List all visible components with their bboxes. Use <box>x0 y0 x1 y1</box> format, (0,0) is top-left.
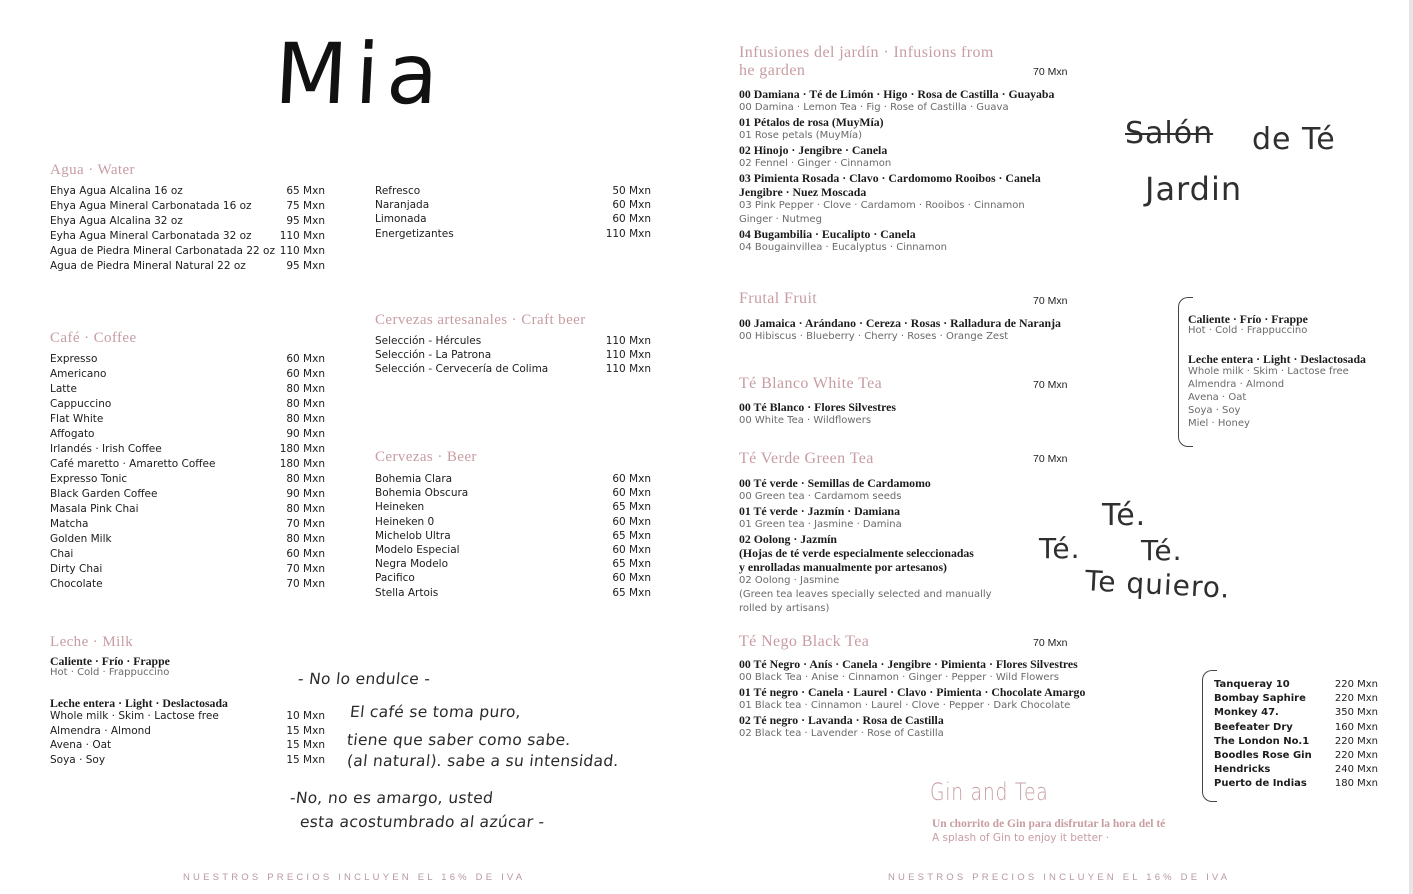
tea-item: 00 Té Negro · Anís · Canela · Jengibre · Pimienta · Flores Silvestres <box>739 657 1078 671</box>
item-price: 15 Mxn <box>286 724 325 737</box>
item-price: 80 Mxn <box>286 503 325 515</box>
item-name: Soya · Soy <box>50 753 106 766</box>
menu-item <box>50 442 325 457</box>
item-price: 60 Mxn <box>612 487 651 500</box>
item-name: Agua de Piedra Mineral Natural 22 oz <box>50 260 246 272</box>
item-price: 110 Mxn <box>605 227 651 240</box>
item-price: 70 Mxn <box>286 578 325 590</box>
item-price: 65 Mxn <box>612 501 651 514</box>
item-name: Whole milk · Skim · Lactose free <box>50 710 219 722</box>
tea-item: 00 Té Blanco · Flores Silvestres <box>739 400 896 414</box>
leche-types-title: Leche entera · Light · Deslactosada <box>50 696 228 710</box>
item-name: Agua de Piedra Mineral Carbonatada 22 oz <box>50 245 275 257</box>
menu-item <box>50 562 325 577</box>
item-name: Almendra · Almond <box>50 724 151 737</box>
agua-list <box>50 184 325 274</box>
menu-item <box>375 529 651 543</box>
menu-item <box>375 515 651 529</box>
te-quiero-c: Té. <box>1039 532 1081 565</box>
salon-jardin: Jardin <box>1145 170 1243 208</box>
milk-type: Soya · Soy <box>1188 405 1241 416</box>
item-price: 90 Mxn <box>286 488 325 500</box>
item-price: 220 Mxn <box>1334 679 1378 690</box>
item-price: 240 Mxn <box>1334 764 1378 776</box>
tea-item: 01 Pétalos de rosa (MuyMía) <box>739 115 884 129</box>
infusiones-title-line1: Infusiones del jardín · Infusions from <box>739 44 994 61</box>
item-name: Selección - Cervecería de Colima <box>375 363 549 376</box>
item-price: 80 Mxn <box>286 533 325 545</box>
tea-item-translation: 01 Black tea · Cinnamon · Laurel · Clove · Pepper · Dark Chocolate <box>739 700 1071 711</box>
menu-item <box>50 214 325 229</box>
item-price: 110 Mxn <box>279 230 325 242</box>
item-name: Selección - La Patrona <box>375 349 492 362</box>
menu-item <box>50 577 325 592</box>
item-name: Beefeater Dry <box>1214 721 1293 733</box>
item-price: 70 Mxn <box>286 518 325 530</box>
hand-note-2: El café se toma puro, <box>349 703 522 721</box>
item-price: 75 Mxn <box>286 200 325 212</box>
item-price: 50 Mxn <box>612 185 651 197</box>
item-name: Bombay Saphire <box>1214 693 1306 705</box>
hand-note-4: (al natural). sabe a su intensidad. <box>346 752 620 770</box>
tea-item: (Hojas de té verde especialmente seleccionadas <box>739 546 974 560</box>
page-edge <box>1409 0 1413 894</box>
menu-item <box>1214 735 1378 749</box>
menu-item <box>1214 721 1378 735</box>
menu-item <box>375 184 651 198</box>
item-name: Flat White <box>50 413 104 425</box>
salon-struck: Salón <box>1125 116 1214 151</box>
item-price: 220 Mxn <box>1334 693 1378 705</box>
tea-item-translation: 00 Damina · Lemon Tea · Fig · Rose of Castilla · Guava <box>739 102 1009 113</box>
menu-item <box>50 382 325 397</box>
item-name: Refresco <box>375 185 421 197</box>
menu-item <box>50 517 325 532</box>
refresco-list <box>375 184 651 241</box>
negro-title: Té Nego Black Tea <box>739 633 870 650</box>
item-price: 80 Mxn <box>286 383 325 395</box>
leche-temp-sub: Hot · Cold · Frappuccino <box>50 667 170 678</box>
item-price: 110 Mxn <box>605 335 651 347</box>
item-price: 65 Mxn <box>286 185 325 197</box>
menu-item <box>1214 706 1378 720</box>
item-name: Ehya Agua Alcalina 32 oz <box>50 215 183 227</box>
menu-item <box>50 532 325 547</box>
hand-note-3: tiene que saber como sabe. <box>346 731 572 749</box>
menu-item <box>375 571 651 585</box>
infusiones-list <box>739 87 1054 255</box>
verde-price: 70 Mxn <box>1033 453 1068 465</box>
tea-item-translation: 00 White Tea · Wildflowers <box>739 415 872 426</box>
item-name: Bohemia Obscura <box>375 487 469 500</box>
item-name: Limonada <box>375 213 427 226</box>
item-name: Café maretto · Amaretto Coffee <box>50 458 216 470</box>
tea-item-translation: 00 Black Tea · Anise · Cinnamon · Ginger · Pepper · Wild Flowers <box>739 672 1059 683</box>
item-name: Selección - Hércules <box>375 335 482 347</box>
cafe-list <box>50 352 325 592</box>
item-name: Boodles Rose Gin <box>1214 750 1312 762</box>
tea-item: 00 Damiana · Té de Limón · Higo · Rosa de Castilla · Guayaba <box>739 87 1055 101</box>
milk-type: Miel · Honey <box>1188 418 1250 429</box>
menu-item <box>50 753 325 768</box>
tea-item: 00 Té verde · Semillas de Cardamomo <box>739 476 931 490</box>
tea-item-translation: 00 Hibiscus · Blueberry · Cherry · Roses · Orange Zest <box>739 331 1009 342</box>
item-name: Expresso <box>50 353 98 365</box>
item-name: Masala Pink Chai <box>50 503 139 515</box>
tea-item: 00 Jamaica · Arándano · Cereza · Rosas · Ralladura de Naranja <box>739 316 1061 330</box>
item-name: Negra Modelo <box>375 558 449 571</box>
menu-item <box>375 472 651 486</box>
tea-item-translation: rolled by artisans) <box>739 603 830 614</box>
item-price: 60 Mxn <box>612 544 651 557</box>
leche-temp-title: Caliente · Frío · Frappe <box>50 654 170 668</box>
item-name: Latte <box>50 383 77 395</box>
item-price: 10 Mxn <box>286 710 325 722</box>
item-name: Cappuccino <box>50 398 112 410</box>
item-price: 80 Mxn <box>286 398 325 410</box>
menu-item <box>50 352 325 367</box>
blanco-list <box>739 400 896 428</box>
agua-title: Agua · Water <box>50 162 135 178</box>
tea-item-translation: 02 Black tea · Lavender · Rose of Castilla <box>739 728 944 739</box>
blanco-title: Té Blanco White Tea <box>739 375 883 392</box>
menu-item <box>1214 777 1378 791</box>
menu-item <box>50 229 325 244</box>
item-price: 350 Mxn <box>1334 707 1378 719</box>
menu-item <box>50 367 325 382</box>
item-name: Irlandés · Irish Coffee <box>50 443 162 455</box>
item-price: 60 Mxn <box>286 368 325 380</box>
item-name: Expresso Tonic <box>50 473 128 485</box>
item-price: 60 Mxn <box>612 199 651 212</box>
menu-item <box>375 543 651 557</box>
menu-item <box>375 198 651 212</box>
beer-title: Cervezas · Beer <box>375 449 477 465</box>
beer-list <box>375 472 651 600</box>
item-price: 180 Mxn <box>279 443 325 455</box>
menu-item <box>50 244 325 259</box>
menu-item <box>375 486 651 500</box>
item-price: 220 Mxn <box>1334 735 1378 747</box>
item-price: 160 Mxn <box>1334 721 1378 733</box>
menu-item <box>50 472 325 487</box>
gin-title: Gin and Tea <box>930 778 1049 806</box>
item-price: 65 Mxn <box>612 529 651 542</box>
tea-item: 02 Hinojo · Jengibre · Canela <box>739 143 888 157</box>
item-name: Ehya Agua Mineral Carbonatada 16 oz <box>50 200 252 212</box>
milkbox-types-title: Leche entera · Light · Deslactosada <box>1188 352 1366 366</box>
item-price: 180 Mxn <box>1334 778 1378 790</box>
tea-item-translation: 02 Oolong · Jasmine <box>739 575 840 586</box>
item-name: Golden Milk <box>50 533 112 545</box>
item-price: 70 Mxn <box>286 563 325 575</box>
gin-list <box>1214 678 1378 792</box>
item-price: 110 Mxn <box>605 349 651 362</box>
item-name: Eyha Agua Mineral Carbonatada 32 oz <box>50 230 252 242</box>
negro-list <box>739 657 1085 741</box>
item-price: 95 Mxn <box>286 260 325 272</box>
hand-note-1: - No lo endulce - <box>297 670 432 688</box>
tea-item: 02 Oolong · Jazmín <box>739 532 837 546</box>
menu-item <box>50 738 325 753</box>
item-price: 110 Mxn <box>605 363 651 376</box>
tea-item: 01 Té verde · Jazmín · Damiana <box>739 504 900 518</box>
menu-item <box>50 709 325 724</box>
item-price: 60 Mxn <box>612 572 651 585</box>
item-price: 65 Mxn <box>612 558 651 571</box>
menu-item <box>1214 763 1378 777</box>
item-name: Black Garden Coffee <box>50 488 158 500</box>
leche-list <box>50 709 325 767</box>
blanco-price: 70 Mxn <box>1033 379 1068 391</box>
milk-type: Almendra · Almond <box>1188 379 1285 390</box>
frutal-price: 70 Mxn <box>1033 295 1068 307</box>
item-name: Energetizantes <box>375 227 454 240</box>
craft-list <box>375 334 651 377</box>
milkbox-temp-sub: Hot · Cold · Frappuccino <box>1188 325 1308 336</box>
tea-item-translation: 00 Green tea · Cardamom seeds <box>739 491 902 502</box>
menu-item <box>375 557 651 571</box>
menu-item <box>50 457 325 472</box>
item-name: Stella Artois <box>375 586 439 599</box>
milkbox-temp-title: Caliente · Frío · Frappe <box>1188 312 1308 326</box>
tea-item-translation: 01 Green tea · Jasmine · Damina <box>739 519 902 530</box>
menu-item <box>50 502 325 517</box>
menu-item <box>50 724 325 739</box>
menu-item <box>375 362 651 376</box>
te-quiero-a: Té. <box>1102 498 1147 533</box>
item-name: Modelo Especial <box>375 544 460 557</box>
milk-type: Whole milk · Skim · Lactose free <box>1188 366 1349 377</box>
item-price: 60 Mxn <box>612 213 651 226</box>
milkbox-types <box>1188 365 1349 430</box>
item-name: Monkey 47. <box>1214 707 1279 719</box>
item-price: 60 Mxn <box>612 473 651 485</box>
tea-item-translation: (Green tea leaves specially selected and manually <box>739 589 992 600</box>
gin-line1: Un chorrito de Gin para disfrutar la hora del té <box>932 818 1166 830</box>
item-price: 95 Mxn <box>286 215 325 227</box>
item-price: 80 Mxn <box>286 413 325 425</box>
tea-item: 01 Té negro · Canela · Laurel · Clavo · Pimienta · Chocolate Amargo <box>739 685 1086 699</box>
item-name: Hendricks <box>1214 764 1271 776</box>
tea-item-translation: 04 Bougainvillea · Eucalyptus · Cinnamon <box>739 242 947 253</box>
menu-item <box>50 547 325 562</box>
item-name: Michelob Ultra <box>375 529 451 542</box>
item-name: Puerto de Indias <box>1214 778 1307 790</box>
menu-item <box>50 397 325 412</box>
item-name: Avena · Oat <box>50 739 112 751</box>
item-price: 15 Mxn <box>286 753 325 766</box>
te-quiero-b: Té. <box>1141 534 1183 567</box>
item-price: 220 Mxn <box>1334 750 1378 762</box>
infusiones-price: 70 Mxn <box>1033 66 1068 78</box>
menu-item <box>1214 678 1378 692</box>
infusiones-title-line2: he garden <box>739 62 806 79</box>
verde-title: Té Verde Green Tea <box>739 450 874 467</box>
logo: Mia <box>272 25 449 123</box>
gin-line2: A splash of Gin to enjoy it better · <box>932 832 1110 844</box>
item-name: Naranjada <box>375 199 430 212</box>
verde-list <box>739 476 992 616</box>
item-price: 180 Mxn <box>279 458 325 470</box>
item-name: Americano <box>50 368 107 380</box>
tea-item: Jengibre · Nuez Moscada <box>739 185 867 199</box>
menu-item <box>375 500 651 514</box>
leche-title: Leche · Milk <box>50 634 134 650</box>
tea-item: y enrolladas manualmente por artesanos) <box>739 560 947 574</box>
item-price: 15 Mxn <box>286 739 325 751</box>
menu-item <box>1214 749 1378 763</box>
tea-item: 02 Té negro · Lavanda · Rosa de Castilla <box>739 713 944 727</box>
tea-item-translation: 02 Fennel · Ginger · Cinnamon <box>739 158 892 169</box>
item-name: Matcha <box>50 518 89 530</box>
footer-right: NUESTROS PRECIOS INCLUYEN EL 16% DE IVA <box>888 872 1231 883</box>
item-name: Chai <box>50 548 74 560</box>
item-price: 90 Mxn <box>286 428 325 440</box>
item-price: 65 Mxn <box>612 586 651 599</box>
hand-note-6: esta acostumbrado al azúcar - <box>299 813 546 831</box>
menu-item <box>375 227 651 241</box>
item-price: 60 Mxn <box>286 353 325 365</box>
salon-de-te: de Té <box>1252 122 1336 157</box>
menu-item <box>50 199 325 214</box>
menu-item <box>375 348 651 362</box>
menu-item <box>50 184 325 199</box>
milk-type: Avena · Oat <box>1188 392 1247 403</box>
tea-item-translation: 01 Rose petals (MuyMía) <box>739 130 862 141</box>
item-name: Tanqueray 10 <box>1214 679 1290 690</box>
item-name: Chocolate <box>50 578 103 590</box>
item-name: Heineken <box>375 501 425 514</box>
menu-item <box>50 487 325 502</box>
item-name: Heineken 0 <box>375 515 435 528</box>
menu-item <box>50 412 325 427</box>
item-name: The London No.1 <box>1214 735 1310 747</box>
item-price: 80 Mxn <box>286 473 325 485</box>
tea-item-translation: Ginger · Nutmeg <box>739 214 822 225</box>
item-name: Affogato <box>50 428 95 440</box>
menu-item <box>375 586 651 600</box>
item-price: 110 Mxn <box>279 245 325 257</box>
item-name: Bohemia Clara <box>375 473 453 485</box>
tea-item-translation: 03 Pink Pepper · Clove · Cardamom · Rooibos · Cinnamon <box>739 200 1025 211</box>
negro-price: 70 Mxn <box>1033 637 1068 649</box>
infusiones-title <box>739 44 994 80</box>
tea-item: 03 Pimienta Rosada · Clavo · Cardomomo Rooibos · Canela <box>739 171 1041 185</box>
craft-title: Cervezas artesanales · Craft beer <box>375 312 586 328</box>
item-name: Ehya Agua Alcalina 16 oz <box>50 185 183 197</box>
item-name: Dirty Chai <box>50 563 103 575</box>
menu-item <box>375 334 651 348</box>
te-quiero-d: Te quiero. <box>1084 564 1232 605</box>
footer-left: NUESTROS PRECIOS INCLUYEN EL 16% DE IVA <box>183 872 526 883</box>
item-name: Pacifico <box>375 572 415 585</box>
item-price: 60 Mxn <box>612 515 651 528</box>
menu-item <box>375 212 651 226</box>
menu-item <box>50 259 325 274</box>
item-price: 60 Mxn <box>286 548 325 560</box>
frutal-list <box>739 316 1061 344</box>
hand-note-5: -No, no es amargo, usted <box>289 789 495 807</box>
tea-item: 04 Bugambilia · Eucalipto · Canela <box>739 227 916 241</box>
menu-item <box>1214 692 1378 706</box>
cafe-title: Café · Coffee <box>50 330 137 346</box>
frutal-title: Frutal Fruit <box>739 290 818 307</box>
menu-item <box>50 427 325 442</box>
